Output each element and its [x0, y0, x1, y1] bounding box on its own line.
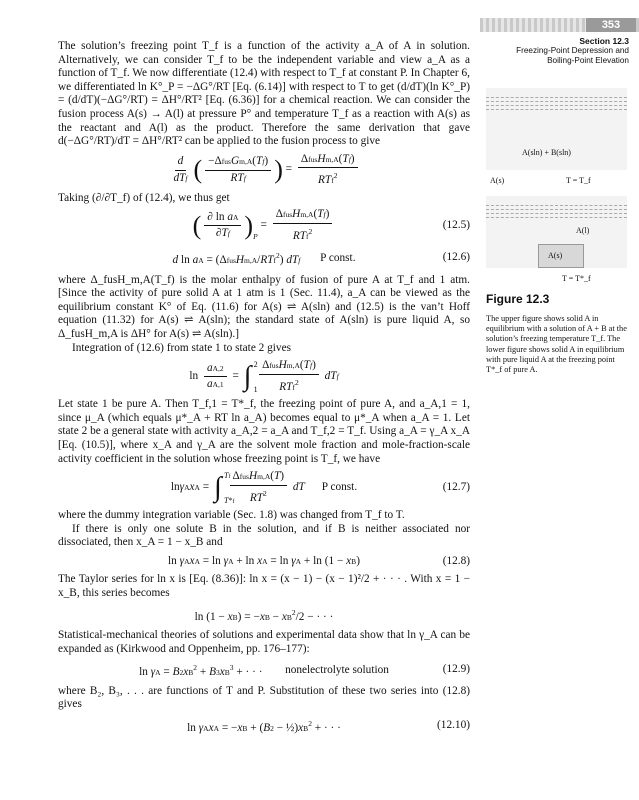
equation-number-12-7: (12.7): [442, 480, 470, 493]
section-label: Section 12.3: [579, 36, 629, 46]
figure-title: Figure 12.3: [486, 292, 550, 306]
eq-12-9-condition: nonelectrolyte solution: [285, 663, 389, 676]
equation-number-12-10: (12.10): [437, 719, 470, 732]
section-title-line-2: Boiling-Point Elevation: [547, 56, 629, 65]
fig-upper-solution-label: A(sln) + B(sln): [522, 148, 571, 157]
equation-number-12-5: (12.5): [442, 218, 470, 231]
equation-12-5: ( $\frac{\text{∂ ln aA}}{\partial Tf}$ ) P = $\frac{\text{ΔfusHm,A(Tf)}}{RTf^2}$ (12.5): [192, 208, 470, 242]
paragraph-8: The Taylor series for ln x is [Eq. (8.36)]: ln x = (x − 1) − (x − 1)²/2 + · · · . With x = 1 − x_B, this series becomes: [58, 573, 470, 600]
fig-upper-solid-label: A(s): [490, 176, 505, 185]
equation-fusion-derivative: $\frac{d}{\text{dTf}}$ ( $\frac{\text{−ΔfusGm,A(Tf)}}{\text{RTf}}$ ) = $\frac{\text{ΔfusHm,A(Tf)}}{RTf^2}$: [58, 153, 470, 188]
figure-lower-panel: [486, 196, 627, 268]
paragraph-7: If there is only one solute B in the solution, and if B is neither associated nor dissociated, then x_A = 1 − x_B and: [58, 522, 470, 549]
eq-12-6-condition: P const.: [320, 251, 356, 264]
paragraph-9: Statistical-mechanical theories of solutions and experimental data show that ln γ_A can be expanded as (Kirkwood and Oppenheim, pp. 176–177):: [58, 628, 470, 655]
paragraph-4: Integration of (12.6) from state 1 to state 2 gives: [72, 341, 291, 354]
figure-caption: The upper figure shows solid A in equilibrium with a solution of A + B at the solution’s freezing temperature T_f. The lower figure shows solid A in equilibrium with pure liquid A at the freezing point T*_f of pure A.: [486, 314, 627, 375]
equation-number-12-9: (12.9): [442, 663, 470, 676]
equation-12-9: $\ln \gamma A = B2xB^2 + B3xB^3$ + · · · nonelectrolyte solution (12.9): [139, 663, 470, 678]
fig-lower-liquid-label: A(l): [576, 226, 590, 235]
paragraph-3: where Δ_fusH_m,A(T_f) is the molar enthalpy of fusion of pure A at T_f and 1 atm. [Since the activity of pure solid A at 1 atm is 1 (Sec. 11.4), a_A can be viewed as the equilibrium constant K° of Eq. (11.6) for A(s) ⇌ A(sln) and (12.5) is the van’t Hoff equation (11.32) for A(s) ⇌ A(sln); the standard state of A(sln) is pure liquid A, so Δ_fusH_m,A is ΔH° for A(s) ⇌ A(sln).]: [58, 273, 470, 340]
equation-12-7: ln γ A x A = ∫ Tf T*f $\frac{\text{ΔfusHm,A(T)}}{RT^2}$ dT P const. (12.7): [170, 470, 470, 505]
fig-upper-temperature: T = T_f: [566, 176, 591, 185]
equation-number-12-8: (12.8): [442, 554, 470, 567]
figure-upper-panel: [486, 88, 627, 170]
fig-lower-solid-label: A(s): [548, 251, 563, 260]
paragraph-5: Let state 1 be pure A. Then T_f,1 = T*_f, the freezing point of pure A, and a_A,1 = 1, since μ_A (which equals μ*_A + RT ln a_A) becomes equal to μ*_A when a_A = 1. Let state 2 be a general state with activity a_A,2 = a_A and T_f,2 = T_f. Using a_A = γ_A x_A [Eq. (10.5)], where x_A and γ_A are the solvent mole fraction and mole-fraction-scale activity coefficient in the solution whose freezing point is T_f, we have: [58, 398, 470, 465]
main-text-column: [58, 40, 470, 740]
equation-12-6: d ln aA = (ΔfusHm,A/RTf$^2$) dTf P const. (12.6): [172, 251, 470, 267]
equation-12-10: $\ln \gamma AxA = -xB + (B2 - \frac{1}{2})xB^2$ + · · · (12.10): [187, 718, 470, 734]
paragraph-10: where B₂, B₃, . . . are functions of T and P. Substitution of these two series into (12.8) gives: [58, 684, 470, 711]
page-number: 353: [586, 18, 636, 32]
paragraph-6: where the dummy integration variable (Sec. 1.8) was changed from T_f to T.: [58, 509, 405, 522]
equation-integration: ln $\frac{aA,2}{aA,1}$ = ∫ 2 1 $\frac{\text{ΔfusHm,A(Tf)}}{RTf^2}$ dTf: [189, 359, 339, 394]
eq-12-7-condition: P const.: [321, 480, 358, 493]
fig-lower-temperature: T = T*_f: [562, 274, 591, 283]
paragraph-1: The solution’s freezing point T_f is a function of the activity a_A of A in solution. Alternatively, we can consider T_f to be the independent variable and view a_A as a function of T_f. We now differentiate (12.4) with respect to T_f at constant P. In Chapter 6, we differentiated ln K°_P = −ΔG°/RT [Eq. (6.14)] with respect to T to get (d/dT)(ln K°_P) = (d/dT)(−ΔG°/RT) = ΔH°/RT² [Eq. (6.36)] for a chemical reaction. We can consider the fusion process A(s) → A(l) at pressure P° and temperature T_f as a reaction with A(s) as the reactant and A(l) as the product. Therefore the same derivation that gave d(−ΔG°/RT)/dT = ΔH°/RT² can be applied to the fusion process to give: [58, 40, 470, 148]
equation-ln-series: $\ln (1 - xB) = -xB - xB^2/2$ − · · ·: [194, 607, 334, 623]
section-title-line-1: Freezing-Point Depression and: [516, 46, 629, 55]
equation-12-8: ln γAxA = ln γA + ln xA = ln γA + ln (1 − xB) (12.8): [168, 554, 470, 567]
equation-number-12-6: (12.6): [442, 251, 470, 264]
paragraph-2: Taking (∂/∂T_f) of (12.4), we thus get: [58, 191, 230, 204]
